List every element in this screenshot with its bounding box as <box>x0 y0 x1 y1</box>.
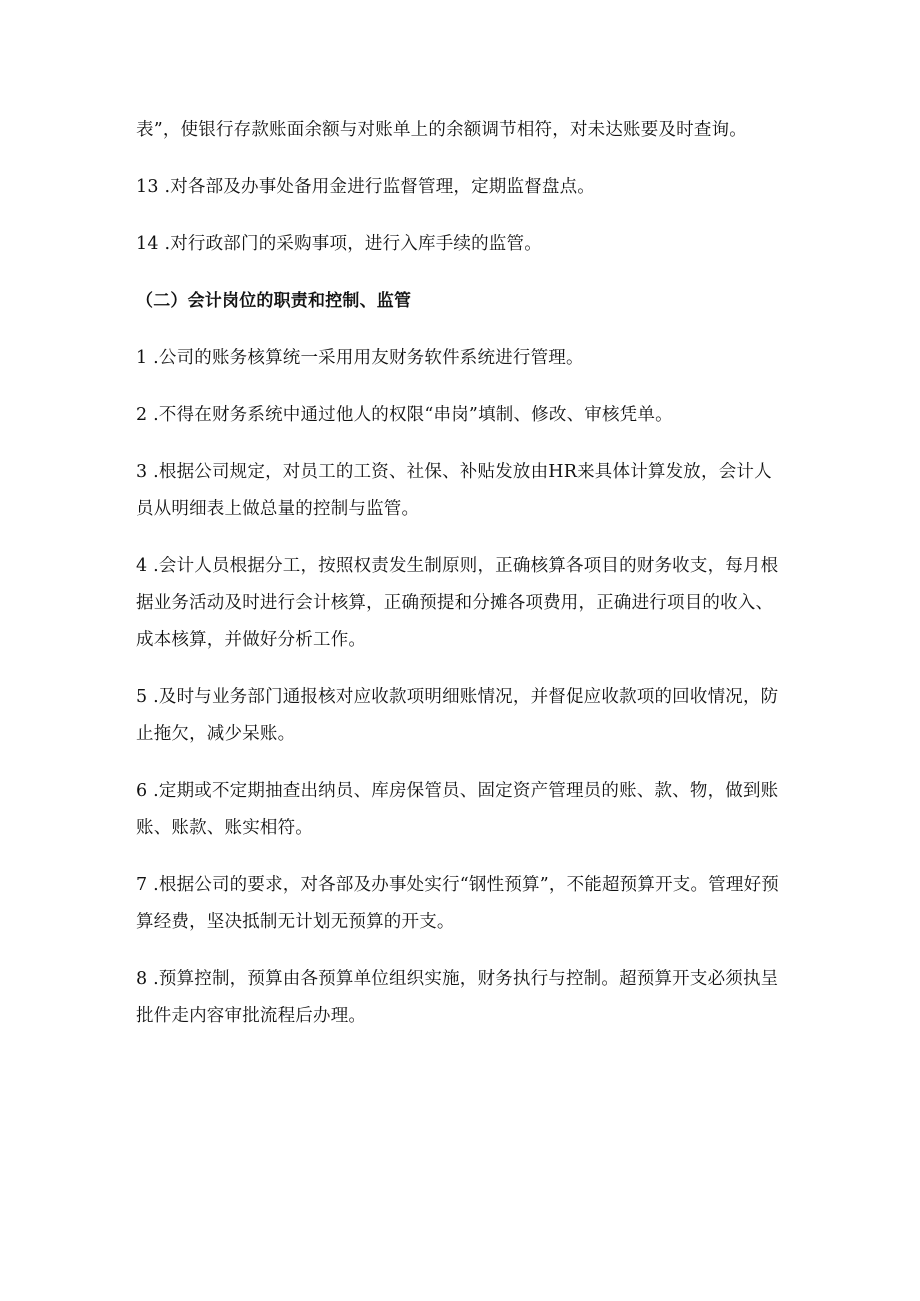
item-text: .预算控制，预算由各预算单位组织实施，财务执行与控制。超预算开支必须执呈批件走内容审批流程后办理。 <box>136 969 779 1026</box>
item-text: .会计人员根据分工，按照权责发生制原则，正确核算各项目的财务收支，每月根据业务活动及时进行会计核算，正确预提和分摊各项费用，正确进行项目的收入、成本核算，并做好分析工作。 <box>136 556 779 650</box>
list-item <box>136 340 786 377</box>
list-item <box>136 548 786 659</box>
item-number: 3 <box>136 462 148 482</box>
item-number: 6 <box>136 781 148 801</box>
paragraph-text: 表”，使银行存款账面余额与对账单上的余额调节相符，对未达账要及时查询。 <box>136 120 747 140</box>
list-item <box>136 454 786 528</box>
list-item <box>136 679 786 753</box>
item-text: .定期或不定期抽查出纳员、库房保管员、固定资产管理员的账、款、物，做到账账、账款、账实相符。 <box>136 781 779 838</box>
paragraph-13 <box>136 169 786 206</box>
item-text: .公司的账务核算统一采用用友财务软件系统进行管理。 <box>153 348 584 368</box>
document-body <box>136 112 786 1055</box>
section-heading: （二）会计岗位的职责和控制、监管 <box>136 291 412 311</box>
list-item <box>136 961 786 1035</box>
item-text: .及时与业务部门通报核对应收款项明细账情况，并督促应收款项的回收情况，防止拖欠，减少呆账。 <box>136 687 779 744</box>
list-item <box>136 397 786 434</box>
paragraph-number: 14 <box>136 234 159 254</box>
paragraph-number: 13 <box>136 177 159 197</box>
item-number: 1 <box>136 348 148 368</box>
paragraph-continued <box>136 112 786 149</box>
item-number: 5 <box>136 687 148 707</box>
list-item <box>136 867 786 941</box>
item-number: 8 <box>136 969 148 989</box>
item-text: .根据公司的要求，对各部及办事处实行“钢性预算”，不能超预算开支。管理好预算经费，坚决抵制无计划无预算的开支。 <box>136 875 779 932</box>
paragraph-text: .对行政部门的采购事项，进行入库手续的监管。 <box>164 234 542 254</box>
item-number: 2 <box>136 405 148 425</box>
paragraph-text: .对各部及办事处备用金进行监督管理，定期监督盘点。 <box>164 177 595 197</box>
item-number: 4 <box>136 556 148 576</box>
item-number: 7 <box>136 875 148 895</box>
list-item <box>136 773 786 847</box>
item-text: .不得在财务系统中通过他人的权限“串岗”填制、修改、审核凭单。 <box>153 405 673 425</box>
item-text: .根据公司规定，对员工的工资、社保、补贴发放由HR来具体计算发放，会计人员从明细表上做总量的控制与监管。 <box>136 462 772 519</box>
paragraph-14 <box>136 226 786 263</box>
